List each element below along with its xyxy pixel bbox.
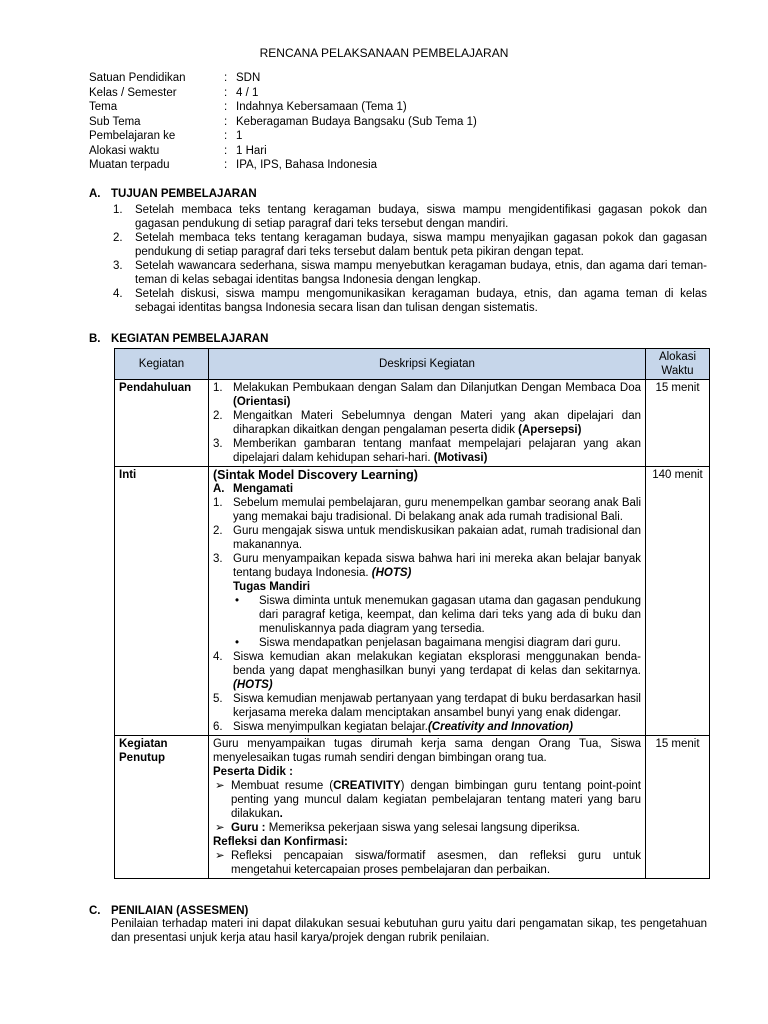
section-a-heading: A. TUJUAN PEMBELAJARAN [89,188,257,200]
list-item: 1. Melakukan Pembukaan dengan Salam dan Dilanjutkan Dengan Membaca Doa (Orientasi) [213,382,641,408]
list-item: 2. Mengaitkan Materi Sebelumnya dengan Materi yang akan dipelajari dan diharapkan dikaitkan dengan pengalaman peserta didik (Apersepsi) [213,410,641,436]
identity-row: Tema : Indahnya Kebersamaan (Tema 1) [89,101,407,113]
assessment-text: Penilaian terhadap materi ini dapat dilakukan sesuai kebutuhan guru yaitu dari pengamatan sikap, tes pengetahuan dan presentasi unjuk kerja atau hasil karya/projek dengan rubrik penilaian. [111,918,707,944]
list-item: 4. Siswa kemudian akan melakukan kegiatan eksplorasi menggunakan benda-benda yang dapat menghasilkan bunyi yang terdapat di kelas dan sekitarnya. (HOTS) [213,651,641,691]
bullet-item: • Siswa diminta untuk menemukan gagasan utama dan gagasan pendukung dari paragraf ketiga, keempat, dan kelima dari teks yang ada di buku dan menuliskannya pada diagram yang tersedia. [235,595,641,635]
list-item: 2. Guru mengajak siswa untuk mendiskusikan pakaian adat, rumah tradisional dan makanannya. [213,525,641,551]
table-row [115,736,710,879]
identity-row: Pembelajaran ke : 1 [89,130,243,142]
bullet-icon: • [235,637,240,649]
arrow-item: ➢ Refleksi pencapaian siswa/formatif asesmen, dan refleksi guru untuk mengetahui ketercapaian proses pembelajaran dan perbaikan. [215,850,641,876]
bullet-icon: • [235,595,240,607]
list-item: 1. Sebelum memulai pembelajaran, guru menempelkan gambar seorang anak Bali yang memakai baju tradisional. Di belakang anak ada rumah tradisional Bali. [213,497,641,523]
arrow-item: ➢ Membuat resume (CREATIVITY) dengan bimbingan guru tentang point-point penting yang muncul dalam kegiatan pembelajaran tentang materi yang baru dilakukan. [215,780,641,820]
arrow-icon: ➢ [215,780,225,792]
time-penutup: 15 menit [646,736,710,879]
section-c-heading: C. PENILAIAN (ASSESMEN) [89,905,249,917]
header-alokasi: Alokasi Waktu [646,349,710,380]
inti-description [209,467,646,736]
pendahuluan-description [209,380,646,467]
list-item: 5. Siswa kemudian menjawab pertanyaan yang terdapat di buku berdasarkan hasil kerjasama mereka dalam menciptakan ansambel bunyi yang enak didengar. [213,693,641,719]
row-label-inti: Inti [115,467,209,736]
identity-table [89,71,477,173]
list-item: 3. Memberikan gambaran tentang manfaat mempelajari pelajaran yang akan dipelajari dalam kehidupan sehari-hari. (Motivasi) [213,438,641,464]
inti-heading: (Sintak Model Discovery Learning) [213,468,418,482]
header-kegiatan: Kegiatan [115,349,209,380]
bullet-item: • Siswa mendapatkan penjelasan bagaimana mengisi diagram dari guru. [235,637,621,649]
sub-heading-mengamati: A. Mengamati [213,483,294,495]
header-deskripsi: Deskripsi Kegiatan [209,349,646,380]
tugas-mandiri-heading: Tugas Mandiri [233,581,311,593]
list-item: 1. Setelah membaca teks tentang keragaman budaya, siswa mampu mengidentifikasi gagasan pokok dan gagasan pendukung di setiap paragraf dari teks tersebut dengan mandiri. [113,204,707,230]
refleksi-heading: Refleksi dan Konfirmasi: [213,836,348,848]
table-row [115,380,710,467]
row-label-penutup: Kegiatan Penutup [115,736,209,879]
penutup-description [209,736,646,879]
peserta-didik-heading: Peserta Didik : [213,766,293,778]
list-item: 3. Setelah wawancara sederhana, siswa mampu menyebutkan keragaman budaya, etnis, dan agama dari teman-teman di kelas sebagai identitas bangsa Indonesia dengan lengkap. [113,260,707,286]
list-item: 4. Setelah diskusi, siswa mampu mengomunikasikan keragaman budaya, etnis, dan agama teman di kelas sebagai identitas bangsa Indonesia secara lisan dan tulisan dengan sistematis. [113,288,707,314]
list-item: 6. Siswa menyimpulkan kegiatan belajar.(Creativity and Innovation) [213,721,574,733]
row-label-pendahuluan: Pendahuluan [115,380,209,467]
identity-row: Satuan Pendidikan : SDN [89,72,261,84]
identity-row: Kelas / Semester : 4 / 1 [89,86,259,99]
section-b-heading: B. KEGIATAN PEMBELAJARAN [89,333,269,345]
list-item: 3. Guru menyampaikan kepada siswa bahwa hari ini mereka akan belajar banyak tentang budaya Indonesia. (HOTS) [213,553,641,579]
time-pendahuluan: 15 menit [646,380,710,467]
table-row [115,467,710,736]
arrow-icon: ➢ [215,850,225,862]
identity-row: Muatan terpadu : IPA, IPS, Bahasa Indonesia [89,159,378,171]
time-inti: 140 menit [646,467,710,736]
document-title: RENCANA PELAKSANAAN PEMBELAJARAN [259,46,509,60]
identity-row: Alokasi waktu : 1 Hari [89,144,267,157]
activities-table [114,348,710,879]
list-item: 2. Setelah membaca teks tentang keragaman budaya, siswa mampu menyajikan gagasan pokok dan gagasan pendukung di setiap paragraf dari teks tersebut dalam bentuk peta pikiran dengan tepat. [113,232,707,258]
arrow-icon: ➢ [215,822,225,834]
identity-row: Sub Tema : Keberagaman Budaya Bangsaku (Sub Tema 1) [89,115,477,128]
table-header-row [115,349,710,380]
objectives-list [111,203,707,315]
penutup-intro: Guru menyampaikan tugas dirumah kerja sama dengan Orang Tua, Siswa menyelesaikan tugas rumah sendiri dengan bimbingan orang tua. [213,738,641,764]
arrow-item: ➢ Guru : Memeriksa pekerjaan siswa yang selesai langsung diperiksa. [215,822,580,834]
